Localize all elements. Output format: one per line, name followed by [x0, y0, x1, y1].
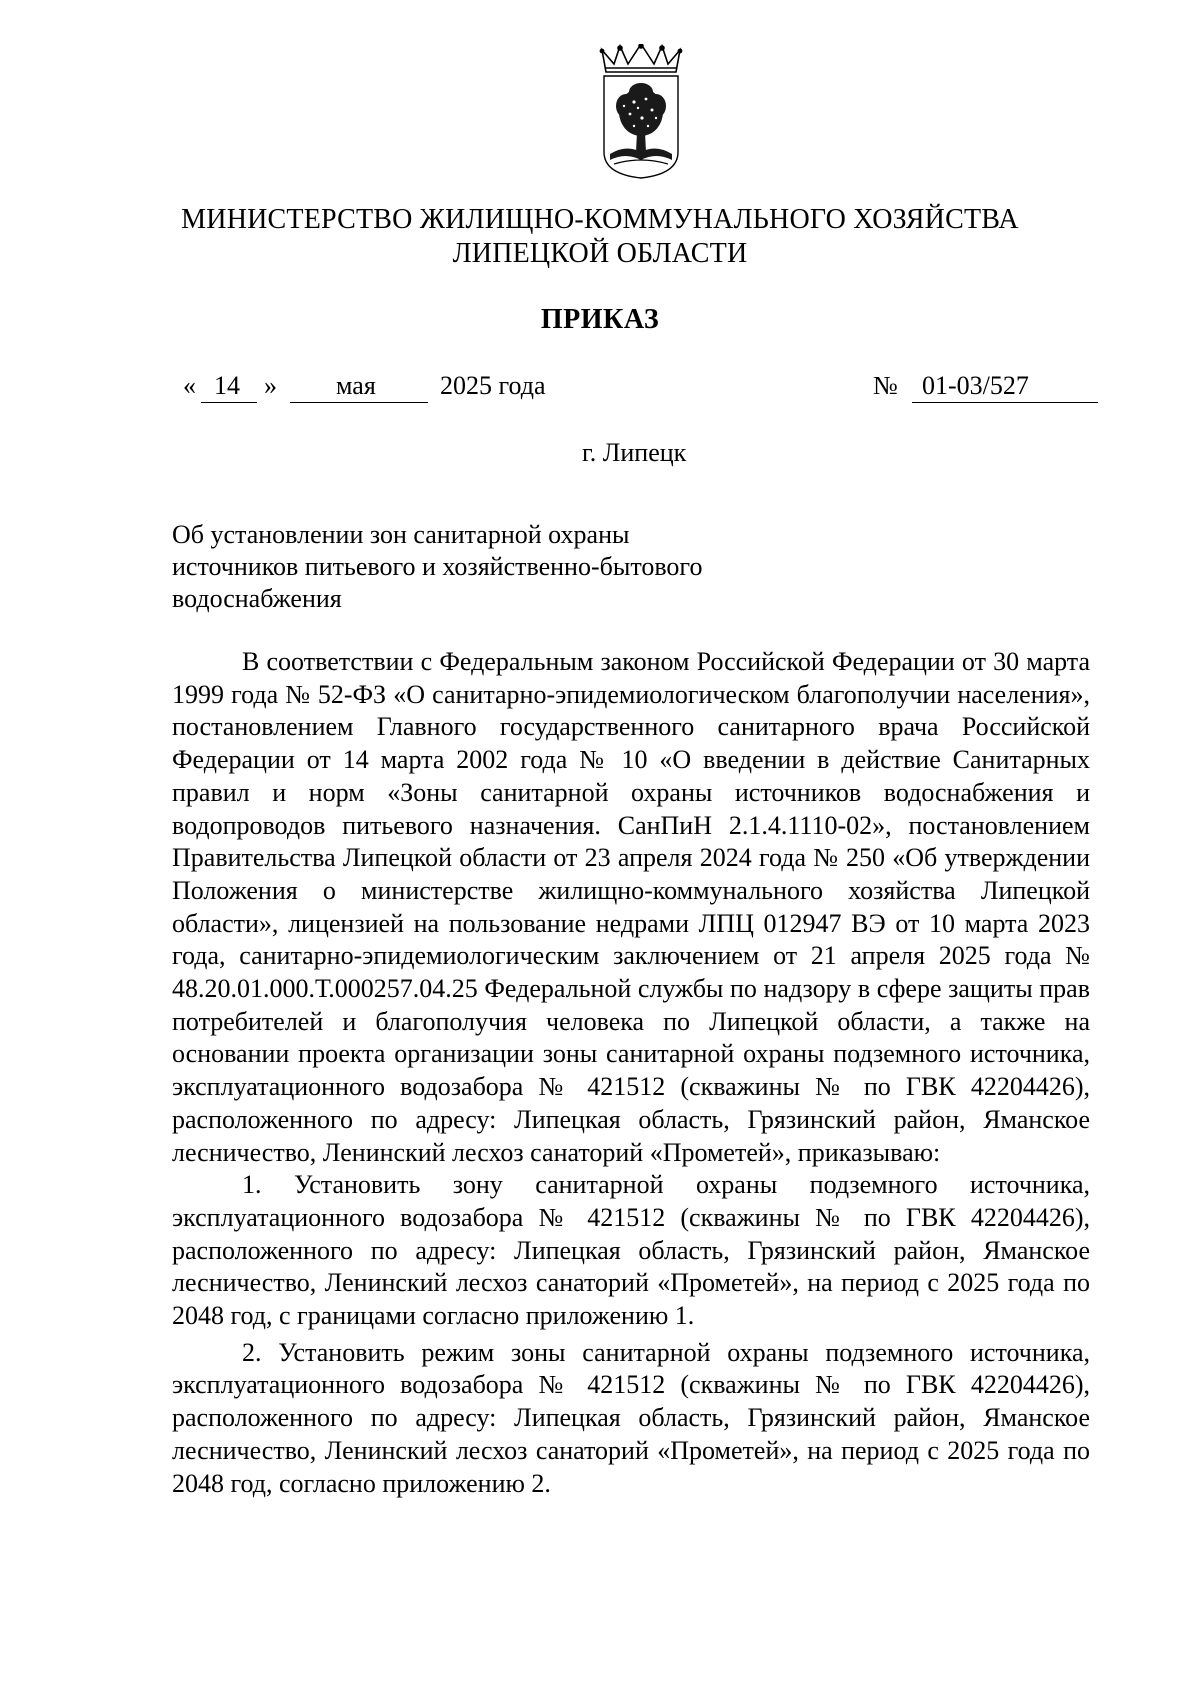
order-number: 01-03/527 [922, 371, 1029, 400]
date-day-underline [201, 402, 257, 403]
coat-of-arms-emblem [596, 44, 686, 180]
date-number-row [0, 371, 1200, 411]
document-type: ПРИКАЗ [540, 304, 660, 335]
ministry-name-line1: МИНИСТЕРСТВО ЖИЛИЩНО-КОММУНАЛЬНОГО ХОЗЯЙСТВА [181, 204, 1019, 235]
date-month-underline [290, 402, 428, 403]
order-number-underline [912, 402, 1098, 403]
subject-line3: водоснабжения [172, 584, 342, 613]
ministry-name-line2: ЛИПЕЦКОЙ ОБЛАСТИ [452, 238, 748, 269]
order-subject [172, 519, 702, 615]
date-year: 2025 года [440, 371, 546, 400]
subject-line2: источников питьевого и хозяйственно-бытового [172, 552, 703, 581]
ministry-name [0, 203, 1200, 271]
subject-line1: Об установлении зон санитарной охраны [172, 520, 630, 549]
order-item-1: 1. Установить зону санитарной охраны подземного источника, эксплуатационного водозабора № 421512 (скважины № по ГВК 42204426), расположенного по адресу: Липецкая область, Грязинский район, Яманское лесничество, Ленинский лесхоз санаторий «Прометей», на период с 2025 года по 2048 год, с границами согласно приложению 1. [172, 1170, 1090, 1331]
order-body [172, 646, 1090, 1500]
date-open-quote: « [183, 371, 196, 400]
date-day: 14 [214, 371, 240, 400]
preamble-paragraph: В соответствии с Федеральным законом Российской Федерации от 30 марта 1999 года № 52-ФЗ «О санитарно-эпидемиологическом благополучии населения», постановлением Главного государственного санитарного врача Российской Федерации от 14 марта 2002 года № 10 «О введении в действие Санитарных правил и норм «Зоны санитарной охраны источников водоснабжения и водопроводов питьевого назначения. СанПиН 2.1.4.1110-02», постановлением Правительства Липецкой области от 23 апреля 2024 года № 250 «Об утверждении Положения о министерстве жилищно-коммунального хозяйства Липецкой области», лицензией на пользование недрами ЛПЦ 012947 ВЭ от 10 марта 2023 года, санитарно-эпидемиологическим заключением от 21 апреля 2025 года № 48.20.01.000.Т.000257.04.25 Федеральной службы по надзору в сфере защиты прав потребителей и благополучия человека по Липецкой области, а также на основании проекта организации зоны санитарной охраны подземного источника, эксплуатационного водозабора № 421512 (скважины № по ГВК 42204426), расположенного по адресу: Липецкая область, Грязинский район, Яманское лесничество, Ленинский лесхоз санаторий «Прометей», приказываю: [172, 647, 1090, 1167]
order-item-2: 2. Установить режим зоны санитарной охраны подземного источника, эксплуатационного водозабора № 421512 (скважины № по ГВК 42204426), расположенного по адресу: Липецкая область, Грязинский район, Яманское лесничество, Ленинский лесхоз санаторий «Прометей», на период с 2025 года по 2048 год, согласно приложению 2. [172, 1337, 1090, 1498]
number-sign: № [873, 371, 898, 400]
date-close-quote: » [264, 371, 277, 400]
city: г. Липецк [582, 438, 687, 467]
date-month: мая [336, 371, 376, 400]
